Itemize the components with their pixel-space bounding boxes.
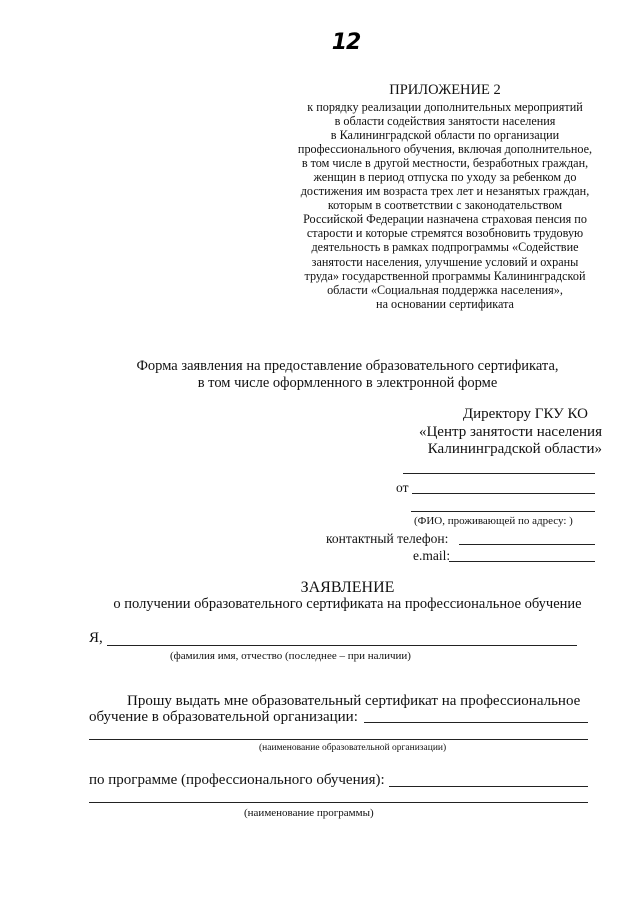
- blank-line[interactable]: [411, 511, 595, 512]
- fio-hint: (ФИО, проживающей по адресу: ): [414, 515, 573, 527]
- appendix-line: достижения им возраста трех лет и незанятых граждан,: [300, 184, 590, 199]
- appendix-line: в Калининградской области по организации: [330, 128, 560, 143]
- appendix-line: к порядку реализации дополнительных мероприятий: [307, 100, 583, 114]
- phone-label: контактный телефон:: [326, 531, 449, 546]
- name-hint: (фамилия имя, отчество (последнее – при наличии): [170, 650, 411, 662]
- appendix-line: в том числе в другой местности, безработных граждан,: [301, 156, 589, 171]
- program-field[interactable]: [389, 786, 588, 787]
- appendix-title: ПРИЛОЖЕНИЕ 2: [389, 82, 501, 98]
- form-title: [60, 358, 635, 392]
- addressee-line-2: «Центр занятости населения: [418, 423, 602, 440]
- statement-heading: ЗАЯВЛЕНИЕ: [300, 579, 395, 596]
- program-label: по программе (профессионального обучения):: [89, 772, 385, 788]
- name-field[interactable]: [107, 645, 577, 646]
- statement-subheading: о получении образовательного сертификата на профессиональное обучение: [113, 596, 582, 612]
- appendix-line: области «Социальная поддержка населения»,: [327, 282, 563, 297]
- blank-line[interactable]: [403, 473, 595, 474]
- appendix-line: труда» государственной программы Калининградской: [304, 268, 586, 283]
- from-field[interactable]: [412, 493, 595, 494]
- request-line-1: Прошу выдать мне образовательный сертификат на профессиональное: [127, 693, 581, 709]
- appendix-block: [270, 82, 620, 311]
- email-label: e.mail:: [413, 548, 451, 563]
- email-field[interactable]: [449, 561, 595, 562]
- from-label: от: [396, 480, 409, 495]
- organization-field-continued[interactable]: [89, 739, 588, 740]
- appendix-line: на основании сертификата: [376, 296, 514, 311]
- appendix-line: в области содействия занятости населения: [334, 114, 556, 129]
- form-title-line-1: Форма заявления на предоставление образовательного сертификата,: [136, 358, 559, 374]
- addressee-line-3: Калининградской области»: [427, 441, 602, 458]
- program-field-continued[interactable]: [89, 802, 588, 803]
- addressee-line-1: Директору ГКУ КО: [462, 406, 588, 422]
- appendix-line: деятельность в рамках подпрограммы «Содействие: [311, 240, 579, 255]
- appendix-line: старости и которые стремятся возобновить трудовую: [306, 226, 584, 241]
- appendix-line: занятости населения, улучшение условий и охраны: [311, 254, 579, 269]
- addressee-block: [402, 406, 602, 459]
- program-hint: (наименование программы): [244, 807, 374, 819]
- organization-field[interactable]: [364, 722, 588, 723]
- appendix-line: Российской Федерации назначена страховая пенсия по: [303, 212, 587, 227]
- form-title-line-2: в том числе оформленного в электронной форме: [197, 375, 498, 391]
- appendix-line: профессионального обучения, включая дополнительное,: [297, 142, 593, 157]
- i-label: Я,: [89, 630, 103, 646]
- page-number: 12: [331, 30, 361, 55]
- appendix-line: которым в соответствии с законодательством: [327, 198, 563, 213]
- request-line-2: обучение в образовательной организации:: [89, 709, 358, 725]
- appendix-line: женщин в период отпуска по уходу за ребенком до: [313, 170, 577, 185]
- phone-field[interactable]: [459, 544, 595, 545]
- organization-hint: (наименование образовательной организации): [259, 743, 447, 753]
